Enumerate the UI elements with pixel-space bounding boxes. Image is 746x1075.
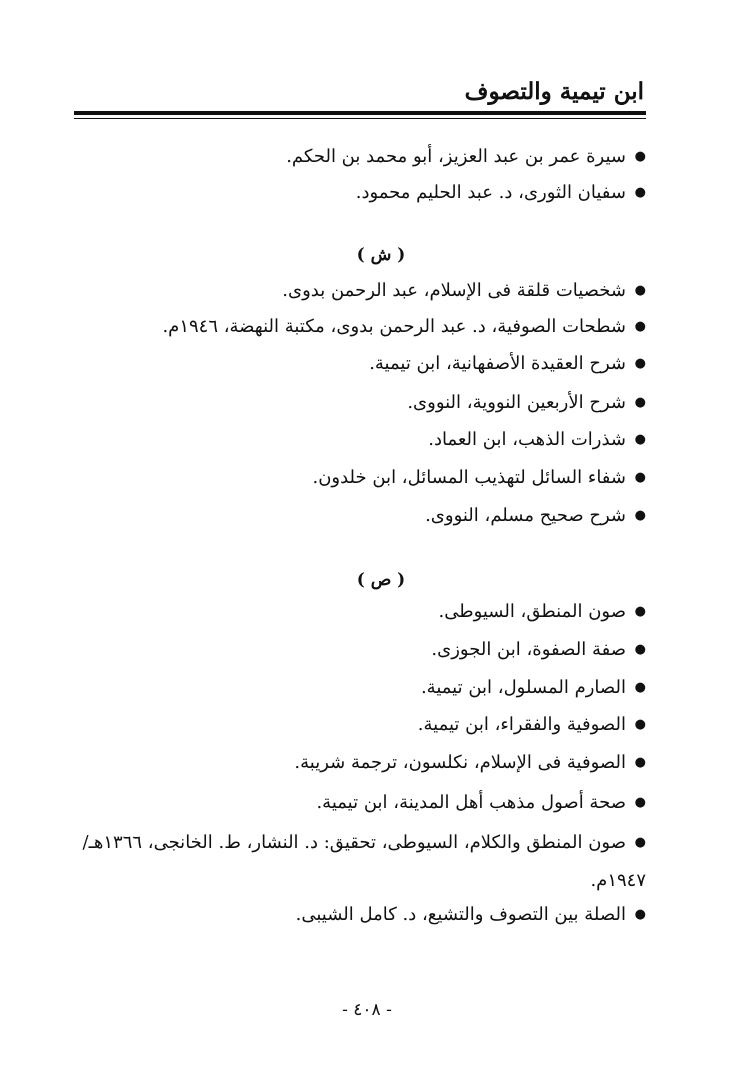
- list-item: ●سفيان الثورى، د. عبد الحليم محمود.: [70, 178, 646, 208]
- list-item: ●صون المنطق والكلام، السيوطى، تحقيق: د. النشار، ط. الخانجى، ١٣٦٦هـ/ ١٩٤٧م.: [70, 824, 646, 900]
- list-item: ●الصلة بين التصوف والتشيع، د. كامل الشيبى.: [70, 900, 646, 930]
- bullet-icon: ●: [634, 680, 646, 695]
- bullet-icon: ●: [634, 432, 646, 447]
- list-item: ●شخصيات قلقة فى الإسلام، عبد الرحمن بدوى.: [70, 276, 646, 306]
- bullet-icon: ●: [634, 319, 646, 334]
- page-number: - ٤٠٨ -: [342, 1000, 392, 1020]
- list-item: ●شطحات الصوفية، د. عبد الرحمن بدوى، مكتبة النهضة، ١٩٤٦م.: [70, 312, 646, 342]
- section-heading-sad: ( ص ): [356, 570, 406, 590]
- bullet-icon: ●: [634, 508, 646, 523]
- bullet-icon: ●: [634, 795, 646, 810]
- list-item: ●صون المنطق، السيوطى.: [70, 597, 646, 627]
- bullet-icon: ●: [634, 604, 646, 619]
- bullet-icon: ●: [634, 470, 646, 485]
- list-item: ●الصوفية والفقراء، ابن تيمية.: [70, 710, 646, 740]
- list-item: ●شرح الأربعين النووية، النووى.: [70, 388, 646, 418]
- header-rule-thin: [74, 118, 646, 119]
- bullet-icon: ●: [634, 395, 646, 410]
- bullet-icon: ●: [634, 755, 646, 770]
- bullet-icon: ●: [634, 835, 646, 850]
- section-heading-shin: ( ش ): [356, 245, 406, 265]
- bullet-icon: ●: [634, 185, 646, 200]
- list-item: ●الصوفية فى الإسلام، نكلسون، ترجمة شريبة.: [70, 748, 646, 778]
- list-item: ●شفاء السائل لتهذيب المسائل، ابن خلدون.: [70, 463, 646, 493]
- list-item: ●صفة الصفوة، ابن الجوزى.: [70, 635, 646, 665]
- bullet-icon: ●: [634, 907, 646, 922]
- list-item: ●سيرة عمر بن عبد العزيز، أبو محمد بن الحكم.: [70, 142, 646, 172]
- list-item: ●شرح صحيح مسلم، النووى.: [70, 501, 646, 531]
- header-rule-thick: [74, 111, 646, 115]
- bullet-icon: ●: [634, 283, 646, 298]
- list-item: ●شذرات الذهب، ابن العماد.: [70, 425, 646, 455]
- bullet-icon: ●: [634, 356, 646, 371]
- list-item: ●صحة أصول مذهب أهل المدينة، ابن تيمية.: [70, 788, 646, 818]
- list-item: ●الصارم المسلول، ابن تيمية.: [70, 673, 646, 703]
- bullet-icon: ●: [634, 642, 646, 657]
- running-title: ابن تيمية والتصوف: [464, 78, 644, 105]
- list-item: ●شرح العقيدة الأصفهانية، ابن تيمية.: [70, 349, 646, 379]
- bullet-icon: ●: [634, 149, 646, 164]
- bullet-icon: ●: [634, 717, 646, 732]
